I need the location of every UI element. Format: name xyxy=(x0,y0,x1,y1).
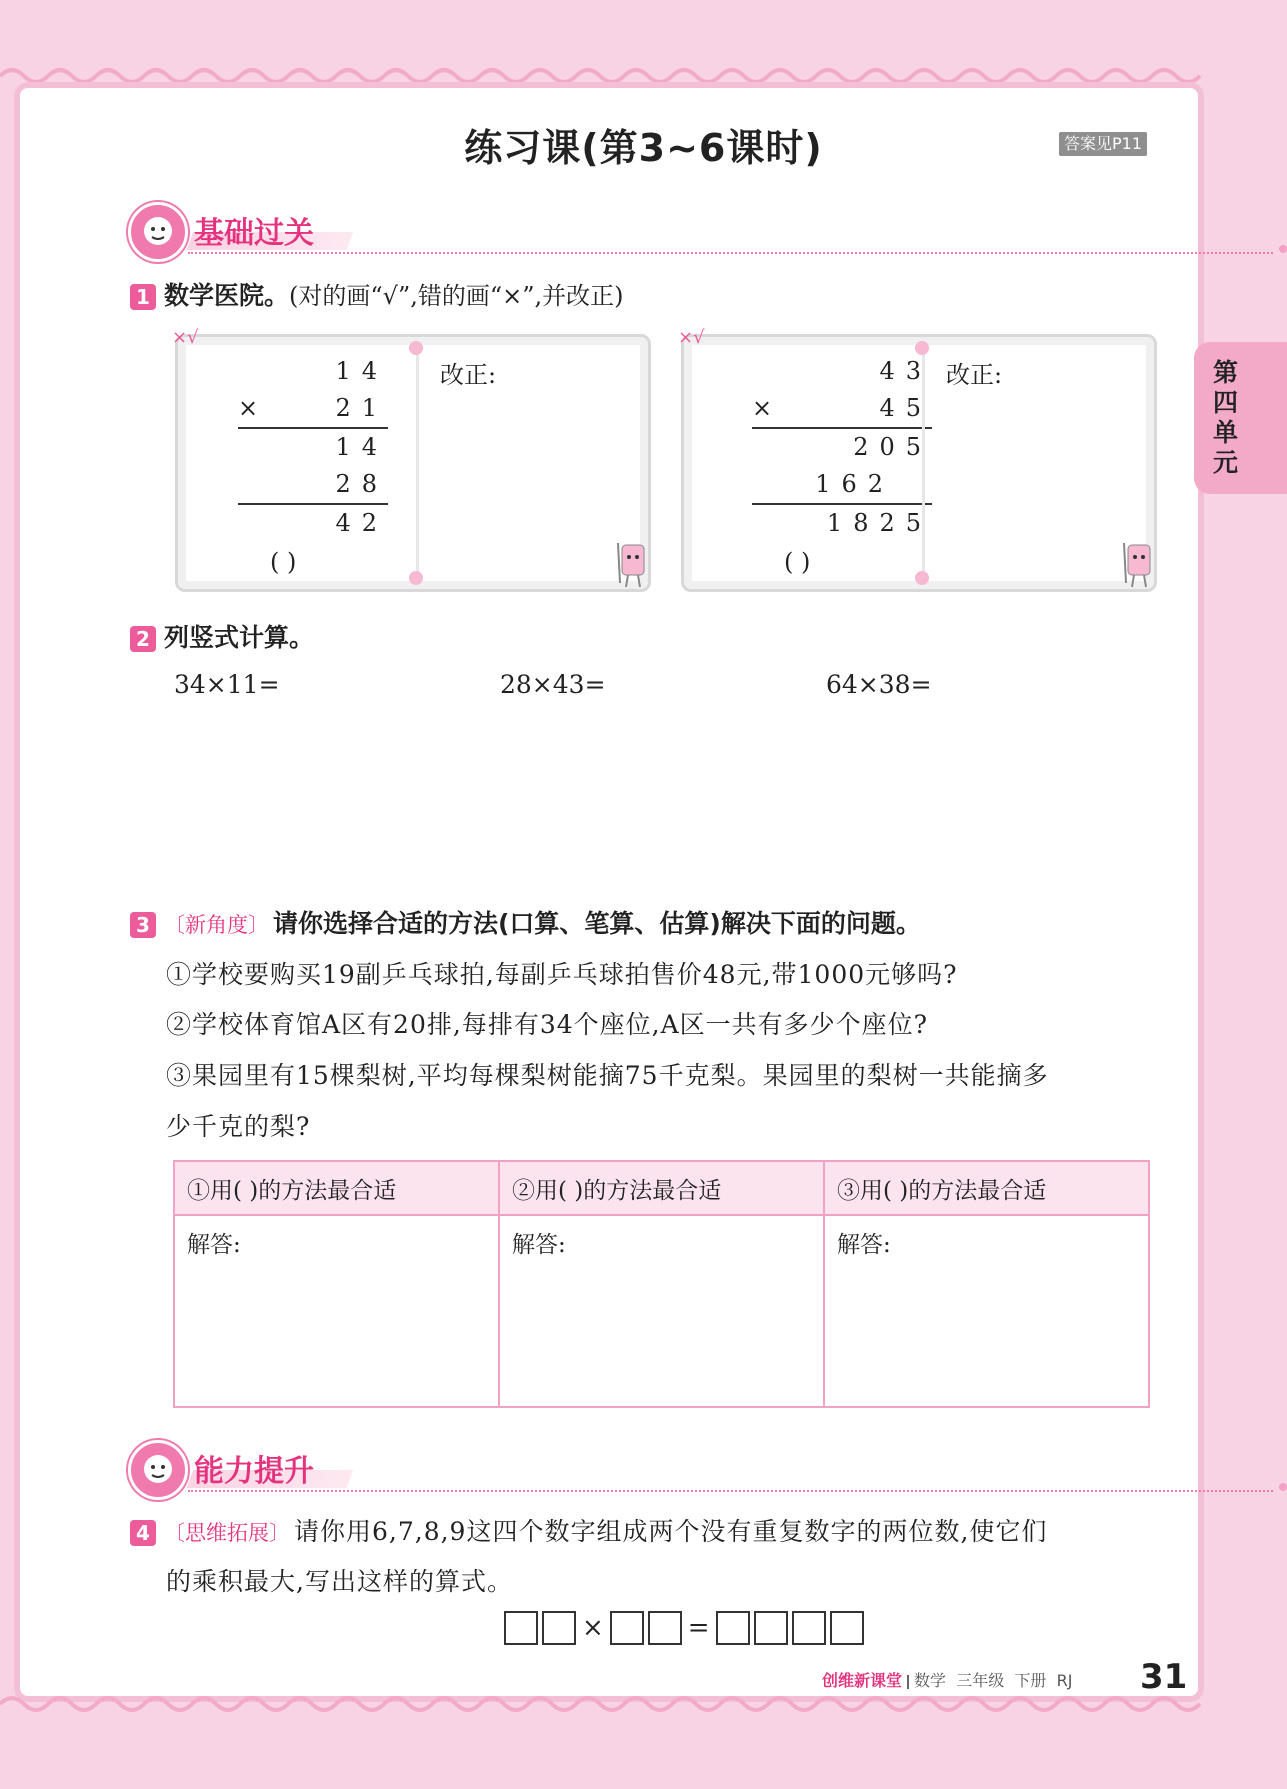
footer-volume: 下册 xyxy=(1014,1671,1047,1690)
footer-brand: 创维新课堂 xyxy=(822,1671,903,1690)
calc-row: 14 xyxy=(335,433,388,461)
digit-box[interactable] xyxy=(716,1611,750,1645)
calc-row: 205 xyxy=(853,433,932,461)
vertical-calculation xyxy=(218,353,388,582)
calc-row: 14 xyxy=(335,357,388,385)
digit-box[interactable] xyxy=(754,1611,788,1645)
side-tab-char: 单 xyxy=(1212,418,1238,447)
expression-item: 28×43= xyxy=(500,670,606,699)
problem-item: ②学校体育馆A区有20排,每排有34个座位,A区一共有多少个座位? xyxy=(166,1010,929,1039)
answer-reference-badge: 答案见P11 xyxy=(1059,132,1147,156)
section-dotted-line xyxy=(188,1490,1273,1492)
multiply-sign: × xyxy=(752,394,773,422)
method-header: ③用( )的方法最合适 xyxy=(824,1161,1149,1215)
question-number: 4 xyxy=(130,1520,156,1546)
card-divider xyxy=(416,347,419,579)
question-number: 1 xyxy=(130,284,156,310)
side-tab-char: 元 xyxy=(1212,448,1238,477)
math-hospital-card-2 xyxy=(678,327,1157,592)
digit-box[interactable] xyxy=(610,1611,644,1645)
question-tag: 〔新角度〕 xyxy=(164,913,269,937)
pink-dots-icon xyxy=(1278,243,1287,259)
problem-item: ③果园里有15棵梨树,平均每棵梨树能摘75千克梨。果园里的梨树一共能摘多 xyxy=(166,1061,1049,1090)
question-3 xyxy=(130,904,921,940)
section-advanced-header xyxy=(128,1440,1168,1500)
check-cross-icon: ×√ xyxy=(678,327,705,348)
judgment-blank[interactable]: ( ) xyxy=(784,548,811,576)
multiplier-value: 45 xyxy=(879,394,932,422)
correction-label: 改正: xyxy=(440,361,497,389)
digit-box[interactable] xyxy=(830,1611,864,1645)
expression-item: 64×38= xyxy=(826,670,932,699)
vertical-calculation xyxy=(732,353,932,582)
calc-row: 43 xyxy=(879,357,932,385)
question-1-title: 数学医院。 xyxy=(164,281,290,310)
mascot-avatar-icon xyxy=(128,202,188,262)
eraser-mascot-icon xyxy=(614,535,652,589)
binder-ring-icon xyxy=(915,571,929,585)
question-1-instruction: (对的画“√”,错的画“×”,并改正) xyxy=(289,282,624,310)
bottom-wave-border xyxy=(0,1690,1287,1720)
side-tab-char: 四 xyxy=(1212,388,1238,417)
digit-box[interactable] xyxy=(504,1611,538,1645)
method-header: ①用( )的方法最合适 xyxy=(174,1161,499,1215)
calc-row-result: 42 xyxy=(335,509,388,537)
page-number: 31 xyxy=(1140,1657,1188,1697)
digit-box[interactable] xyxy=(792,1611,826,1645)
binder-ring-icon xyxy=(915,341,929,355)
judgment-blank[interactable]: ( ) xyxy=(270,548,297,576)
answer-box-equation xyxy=(504,1611,864,1645)
answer-cell[interactable]: 解答: xyxy=(174,1215,499,1407)
question-3-title: 请你选择合适的方法(口算、笔算、估算)解决下面的问题。 xyxy=(273,909,921,938)
footer-edition: RJ xyxy=(1056,1671,1073,1690)
check-cross-icon: ×√ xyxy=(172,327,199,348)
question-4-line2: 的乘积最大,写出这样的算式。 xyxy=(166,1567,513,1596)
calc-row-multiplier xyxy=(218,390,388,427)
expression-item: 34×11= xyxy=(174,670,280,699)
question-2 xyxy=(130,618,314,654)
calc-row: 162 xyxy=(815,470,894,498)
unit-side-tab xyxy=(1194,342,1287,494)
page-footer xyxy=(822,1668,1072,1691)
mascot-avatar-icon xyxy=(128,1440,188,1500)
question-2-title: 列竖式计算。 xyxy=(164,623,315,652)
math-hospital-card-1 xyxy=(172,327,651,592)
footer-subject: 数学 xyxy=(914,1671,947,1690)
binder-ring-icon xyxy=(409,571,423,585)
digit-box[interactable] xyxy=(542,1611,576,1645)
calc-row: 28 xyxy=(335,470,388,498)
method-header: ②用( )的方法最合适 xyxy=(499,1161,824,1215)
section-dotted-line xyxy=(188,252,1273,254)
answer-cell[interactable]: 解答: xyxy=(824,1215,1149,1407)
multiply-sign: × xyxy=(582,1613,604,1643)
problem-item: 少千克的梨? xyxy=(166,1112,311,1141)
problem-item: ①学校要购买19副乒乓球拍,每副乒乓球拍售价48元,带1000元够吗? xyxy=(166,960,958,989)
footer-separator xyxy=(907,1675,909,1689)
correction-label: 改正: xyxy=(946,361,1003,389)
eraser-mascot-icon xyxy=(1120,535,1158,589)
multiply-sign: × xyxy=(238,394,259,422)
side-tab-char: 第 xyxy=(1212,358,1238,387)
section-advanced-title: 能力提升 xyxy=(194,1454,314,1489)
question-tag: 〔思维拓展〕 xyxy=(164,1521,290,1545)
calc-row-result: 1825 xyxy=(826,509,932,537)
question-number: 3 xyxy=(130,912,156,938)
answer-cell[interactable]: 解答: xyxy=(499,1215,824,1407)
calc-row-multiplier xyxy=(732,390,932,427)
binder-ring-icon xyxy=(409,341,423,355)
section-basic-title: 基础过关 xyxy=(194,216,314,251)
page-title: 练习课(第3~6课时) xyxy=(464,126,823,170)
equals-sign: = xyxy=(687,1613,710,1643)
card-divider xyxy=(922,347,925,579)
question-number: 2 xyxy=(130,626,156,652)
method-answer-table xyxy=(173,1160,1150,1408)
multiplier-value: 21 xyxy=(335,394,388,422)
question-1 xyxy=(130,276,623,312)
question-4-line1: 请你用6,7,8,9这四个数字组成两个没有重复数字的两位数,使它们 xyxy=(294,1517,1048,1546)
pink-dots-icon xyxy=(1278,1481,1287,1497)
question-4 xyxy=(130,1512,1047,1548)
section-basic-header xyxy=(128,202,1168,262)
footer-grade: 三年级 xyxy=(956,1671,1005,1690)
digit-box[interactable] xyxy=(648,1611,682,1645)
